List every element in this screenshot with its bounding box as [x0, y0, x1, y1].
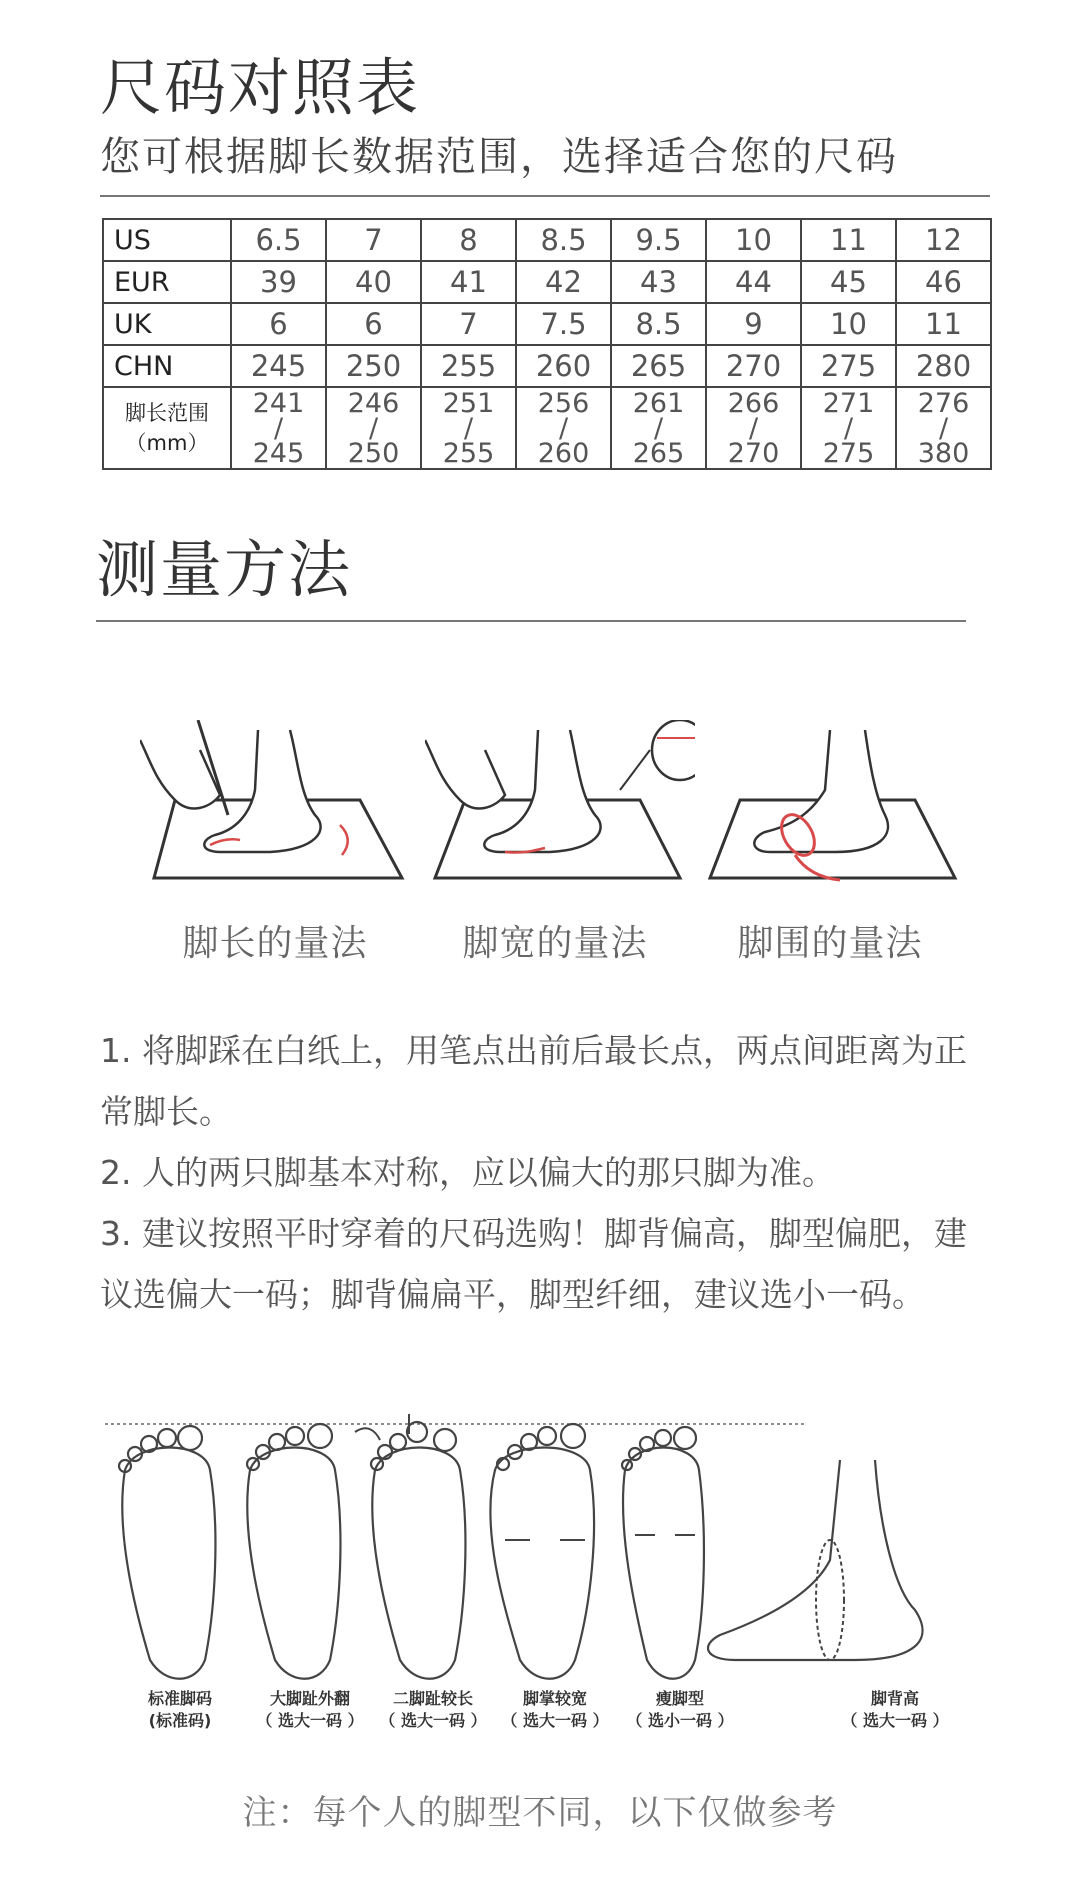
size-cell: 42: [516, 261, 611, 303]
size-table: [102, 218, 992, 470]
size-chart-title: 尺码对照表: [100, 51, 421, 124]
foot-length-cell: 246 / 250: [326, 387, 421, 469]
size-cell: 245: [231, 345, 326, 387]
method-label-width: 脚宽的量法: [462, 923, 648, 964]
size-cell: 8.5: [516, 219, 611, 261]
size-cell: 265: [611, 345, 706, 387]
size-cell: 40: [326, 261, 421, 303]
note-item: 1. 将脚踩在白纸上，用笔点出前后最长点，两点间距离为正常脚长。: [100, 1031, 967, 1131]
foot-length-cell: 256 / 260: [516, 387, 611, 469]
foot-length-cell: 261 / 265: [611, 387, 706, 469]
size-cell: 8: [421, 219, 516, 261]
note-item: 3. 建议按照平时穿着的尺码选购！脚背偏高，脚型偏肥，建议选偏大一码；脚背偏扁平，脚型纤细，建议选小一码。: [100, 1214, 967, 1314]
foot-type-label: 大脚趾外翻 （ 选大一码 ）: [256, 1689, 364, 1730]
foot-length-cell: 266 / 270: [706, 387, 801, 469]
size-cell: 41: [421, 261, 516, 303]
size-cell: 45: [801, 261, 896, 303]
size-row-label: UK: [103, 303, 231, 345]
size-cell: 44: [706, 261, 801, 303]
size-cell: 39: [231, 261, 326, 303]
size-cell: 6: [231, 303, 326, 345]
foot-type-label: 标准脚码 (标准码): [147, 1689, 212, 1730]
size-cell: 12: [896, 219, 991, 261]
footer-note: 注：每个人的脚型不同，以下仅做参考: [242, 1793, 838, 1833]
size-cell: 255: [421, 345, 516, 387]
size-cell: 6.5: [231, 219, 326, 261]
size-cell: 280: [896, 345, 991, 387]
measurement-notes: [100, 1020, 990, 1325]
size-cell: 9: [706, 303, 801, 345]
foot-length-cell: 251 / 255: [421, 387, 516, 469]
size-cell: 10: [801, 303, 896, 345]
foot-type-label: 二脚趾较长 （ 选大一码 ）: [379, 1689, 487, 1730]
foot-width-illustration: [425, 720, 695, 890]
size-cell: 275: [801, 345, 896, 387]
size-cell: 7.5: [516, 303, 611, 345]
foot-length-cell: 276 / 380: [896, 387, 991, 469]
size-row: [103, 303, 991, 345]
method-label-girth: 脚围的量法: [737, 923, 923, 964]
size-cell: 46: [896, 261, 991, 303]
size-cell: 260: [516, 345, 611, 387]
size-cell: 7: [421, 303, 516, 345]
size-cell: 43: [611, 261, 706, 303]
foot-length-cell: 241 / 245: [231, 387, 326, 469]
size-row-label: US: [103, 219, 231, 261]
foot-length-label: 脚长范围 （mm）: [103, 387, 231, 469]
method-label-length: 脚长的量法: [182, 923, 368, 964]
size-row-label: CHN: [103, 345, 231, 387]
measurement-title: 测量方法: [96, 533, 353, 606]
size-cell: 8.5: [611, 303, 706, 345]
size-row: [103, 219, 991, 261]
foot-type-label: 脚掌较宽 （ 选大一码 ）: [501, 1689, 609, 1730]
divider: [96, 620, 966, 622]
size-row: [103, 261, 991, 303]
size-row: [103, 345, 991, 387]
size-cell: 9.5: [611, 219, 706, 261]
foot-type-label: 瘦脚型 （ 选小一码 ）: [626, 1689, 734, 1730]
size-row-label: EUR: [103, 261, 231, 303]
size-cell: 250: [326, 345, 421, 387]
size-cell: 11: [801, 219, 896, 261]
foot-type-label: 脚背高 （ 选大一码 ）: [841, 1689, 949, 1730]
foot-length-cell: 271 / 275: [801, 387, 896, 469]
size-chart-subtitle: 您可根据脚长数据范围，选择适合您的尺码: [100, 134, 898, 180]
size-cell: 11: [896, 303, 991, 345]
note-item: 2. 人的两只脚基本对称，应以偏大的那只脚为准。: [100, 1153, 835, 1192]
divider: [100, 195, 990, 197]
size-cell: 6: [326, 303, 421, 345]
size-cell: 10: [706, 219, 801, 261]
foot-types-illustration: [95, 1410, 985, 1690]
size-cell: 270: [706, 345, 801, 387]
foot-length-illustration: [140, 720, 410, 890]
foot-length-row: [103, 387, 991, 469]
size-cell: 7: [326, 219, 421, 261]
foot-girth-illustration: [700, 720, 970, 890]
